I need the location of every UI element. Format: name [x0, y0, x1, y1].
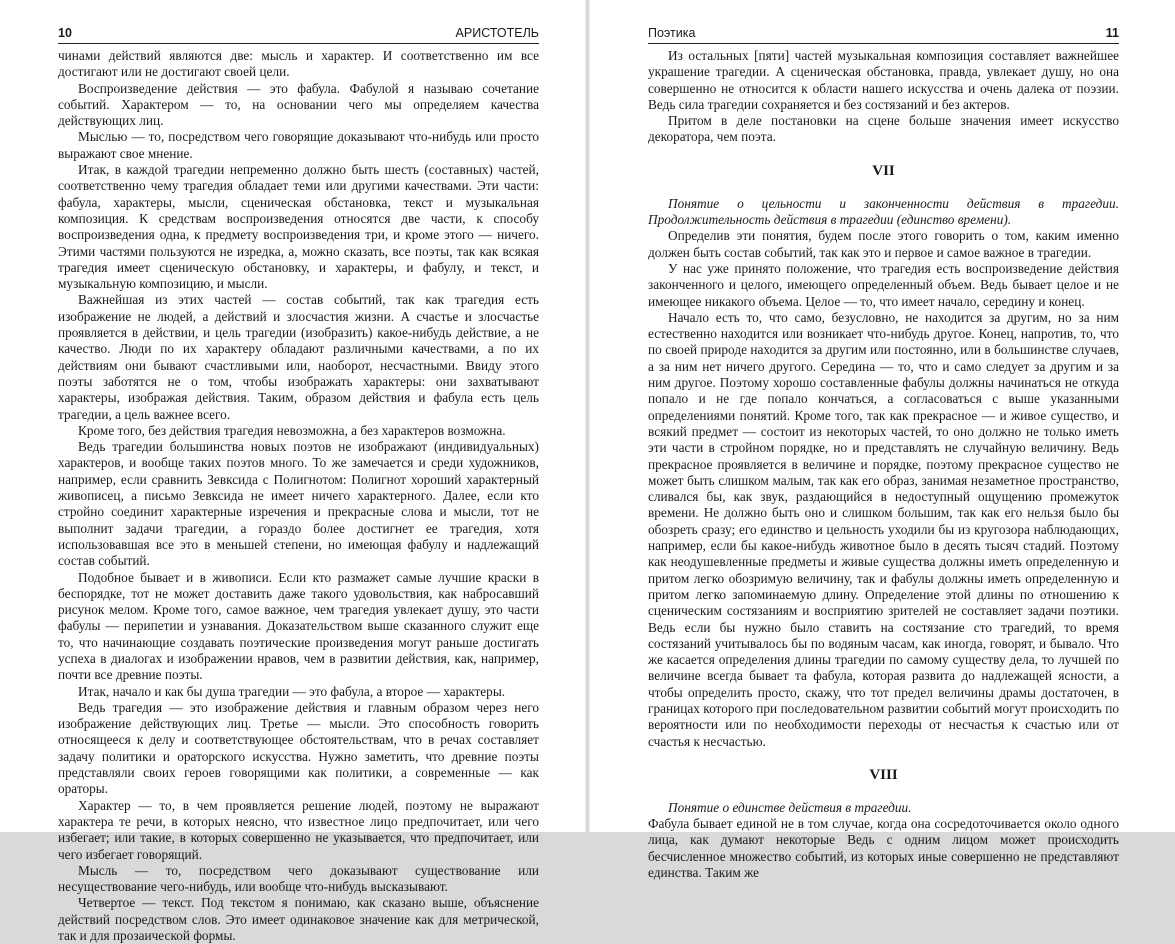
right-intro-paragraphs [648, 48, 1119, 146]
left-page-text [58, 48, 539, 944]
paragraph: Мысль — то, посредством чего доказывают существование или несуществование чего-нибудь, или вообще что-нибудь высказывают. [58, 862, 539, 895]
right-page [590, 0, 1175, 881]
left-page [0, 0, 585, 944]
paragraph: Важнейшая из этих частей — состав событий, так как трагедия есть изображение не людей, а действий и злосчастия жизни. А счастье и злосчастье проявляется в действии, и цель трагедии (изобразить) какое-нибудь действие, а не качество. Люди по их характеру обладают различными качествами, а по их действиям они бывают счастливыми или, наоборот, несчастными. Ввиду этого поэты заботятся не о том, чтобы изображать характеры: они захватывают характеры, изображая действия. Таким, образом действия и фабула есть цель трагедии, а цель важнее всего. [58, 292, 539, 422]
chapter-viii-heading: VIII [869, 766, 898, 783]
paragraph: Итак, в каждой трагедии непременно должно быть шесть (составных) частей, соответственно чему трагедия обладает теми или другими качествами. Эти части: фабула, характеры, мысли, сценическая обстановка, текст и музыкальная композиция. К средствам воспроизведения относятся две части, к способу воспроизведения одна, к предмету воспроизведения три, и кроме этого — ничего. Этими частями пользуются не изредка, а, можно сказать, все поэты, так как всякая трагедия имеет сценическую обстановку, и характеры, и фабулу, и текст, и музыкальную композицию, и мысли. [58, 162, 539, 292]
paragraph: Итак, начало и как бы душа трагедии — это фабула, а второе — характеры. [78, 683, 506, 699]
paragraph: У нас уже принято положение, что трагедия есть воспроизведение действия законченного и целого, имеющего определенный объем. Ведь бывает целое и не имеющее никакого объема. Целое — то, что имеет начало, середину и конец. [648, 260, 1119, 309]
paragraph: Четвертое — текст. Под текстом я понимаю, как сказано выше, объяснение действий посредством слов. Это имеет одинаковое значение как для метрической, так и для прозаической формы. [58, 895, 539, 944]
paragraph: Воспроизведение действия — это фабула. Фабулой я называю сочетание событий. Характером — то, на основании чего мы определяем качества действующих лиц. [58, 80, 539, 129]
right-page-text [648, 48, 1119, 881]
chapter-vii-heading: VII [872, 162, 895, 179]
paragraph: Притом в деле постановки на сцене больше значения имеет искусство декоратора, чем поэта. [648, 113, 1119, 145]
chapter-vii-body [648, 228, 1119, 750]
paragraph: Определив эти понятия, будем после этого говорить о том, каким именно должен быть состав событий, так как это и первое и самое важное в трагедии. [648, 228, 1119, 260]
paragraph: Начало есть то, что само, безусловно, не находится за другим, но за ним естественно находится или возникает что-нибудь другое. Конец, напротив, то, что по своей природе находится за другим или постоянно, или в большинстве случаев, а за ним нет ничего другого. Середина — то, что и само следует за другим и за ним другое. Поэтому хорошо составленные фабулы должны начинаться не откуда попало и не где попало кончаться, а согласоваться с выше указанными определениями понятий. Кроме того, так как прекрасное — и живое существо, и всякий предмет — состоит из некоторых частей, то оно должно не только иметь эти части в стройном порядке, но и представлять не случайную величину. Ведь прекрасное проявляется в величине и порядке, поэтому прекрасное существо не может быть слишком малым, так как его образ, занимая незаметное пространство, сливался бы, как звук, раздающийся в недоступный ощущению промежуток времени. Не должно быть оно и слишком большим, так как его нельзя было бы обозреть сразу; его единство и цельность уходили бы из кругозора наблюдающих, например, если бы какое-нибудь животное было в десять тысяч стадий. Поэтому как неодушевленные предметы и живые существа должны иметь определенную и притом легко обозримую величину, так и фабулы должны иметь определенную и притом легко запоминаемую длину. Определение этой длины по отношению к сценическим состязаниям и восприятию зрителей не составляет задачи поэтики. Ведь если бы нужно было ставить на состязание сто трагедий, то время состязаний учитывалось бы по водяным часам, как иногда, говорят, и бывало. Что же касается определения длины трагедии по самому существу дела, то лучшей по величине всегда бывает та фабула, которая развита до надлежащей ясности, а чтобы определить просто, скажу, что тот предел величины драмы достаточен, в границах которого при последовательном развитии событий могут происходить по вероятности или по необходимости переходы от несчастья к счастью или от счастья к несчастью. [648, 309, 1119, 749]
running-title-left: АРИСТОТЕЛЬ [455, 26, 539, 40]
paragraph: Подобное бывает и в живописи. Если кто размажет самые лучшие краски в беспорядке, тот не может доставить даже такого удовольствия, как набросавший рисунок мелом. Кроме того, самое важное, чем трагедия увлекает душу, это части фабулы — перипетии и узнавания. Доказательством выше сказанного служит еще то, что начинающие создавать поэтические произведения могут раньше достигать успеха в диалогах и изображении нравов, чем в развитии действия, как, например, почти все древние поэты. [58, 569, 539, 683]
running-head-left [58, 26, 539, 44]
paragraph: Кроме того, без действия трагедия невозможна, а без характеров возможна. [78, 422, 506, 438]
paragraph: Мыслью — то, посредством чего говорящие доказывают что-нибудь или просто выражают свое мнение. [58, 129, 539, 161]
chapter-viii-summary: Понятие о единстве действия в трагедии. [668, 799, 912, 815]
running-title-right: Поэтика [648, 26, 696, 40]
page-number-left: 10 [58, 26, 72, 40]
paragraph: Ведь трагедии большинства новых поэтов не изображают (индивидуальных) характеров, и вообще таких поэтов много. То же замечается и среди художников, например, если сравнить Зевксида с Полигнотом: Полигнот хороший характерный живописец, а письмо Зевксида не имеет ничего характерного. Далее, если кто стройно соединит характерные изречения и прекрасные слова и мысли, тот не выполнит задачи трагедии, а гораздо более достигнет ее трагедия, хотя использовавшая все это в меньшей степени, но имеющая фабулу и надлежащий состав событий. [58, 439, 539, 569]
chapter-vii-summary: Понятие о цельности и законченности действия в трагедии. Продолжительность действия в трагедии (единство времени). [648, 195, 1119, 228]
running-head-right [648, 26, 1119, 44]
paragraph: Характер — то, в чем проявляется решение людей, поэтому не выражают характера те речи, в которых неясно, что известное лицо предпочитает, или чего избегает; или такие, в которых совершенно не указывается, что предпочитает, или чего избегает говорящий. [58, 797, 539, 862]
paragraph: Фабула бывает единой не в том случае, когда она сосредоточивается около одного лица, как думают некоторые Ведь с одним лицом может происходить бесчисленное множество событий, из которых иные совершенно не представляют единства. Таким же [648, 816, 1119, 881]
page-number-right: 11 [1105, 26, 1119, 40]
paragraph: чинами действий являются две: мысль и характер. И соответственно им все достигают или не достигают своей цели. [58, 48, 539, 80]
chapter-viii-body [648, 816, 1119, 881]
paragraph: Ведь трагедия — это изображение действия и главным образом через него изображение действующих лиц. Третье — мысли. Это способность говорить относящееся к делу и соответствующее обстоятельствам, что в речах составляет задачу политики и ораторского искусства. Нужно заметить, что древние поэты представляли своих героев говорящими как политики, а современные — как ораторы. [58, 699, 539, 797]
paragraph: Из остальных [пяти] частей музыкальная композиция составляет важнейшее украшение трагедии. А сценическая обстановка, правда, увлекает душу, но она совершенно не относится к области нашего искусства и очень далека от поэзии. Ведь сила трагедии сохраняется и без состязаний и без актеров. [648, 48, 1119, 112]
